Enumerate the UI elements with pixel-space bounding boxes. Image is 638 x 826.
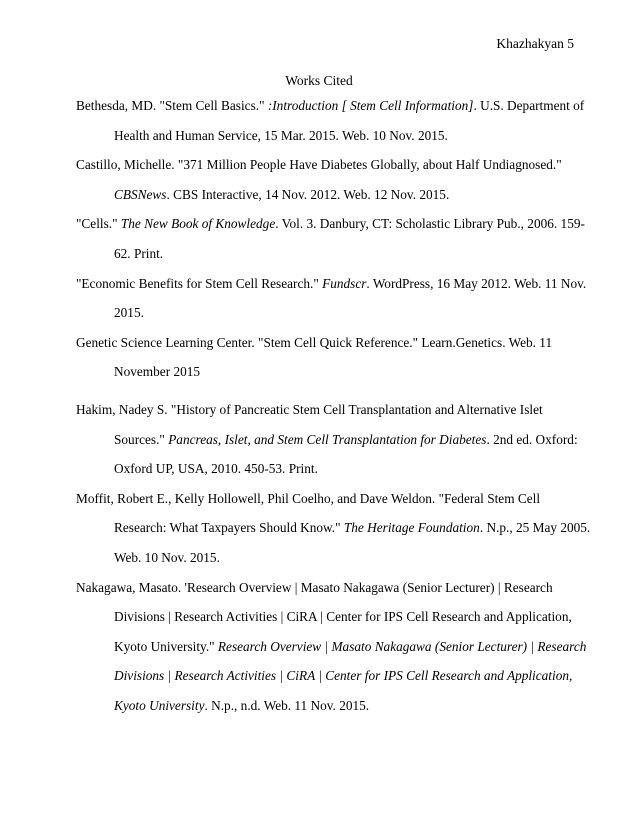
running-head: Khazhakyan 5	[496, 36, 574, 51]
citation-text: Kyoto University."	[114, 638, 218, 654]
citation-text: . Vol. 3. Danbury, CT: Scholastic Library Pub., 2006. 159-	[275, 216, 585, 232]
citation-italic-text: Pancreas, Islet, and Stem Cell Transplantation for Diabetes	[168, 431, 487, 447]
citation-text: Divisions | Research Activities | CiRA | Center for IPS Cell Research and Application,	[114, 609, 572, 625]
citation-text: Health and Human Service, 15 Mar. 2015. Web. 10 Nov. 2015.	[114, 127, 448, 143]
citation-text: Hakim, Nadey S. "History of Pancreatic Stem Cell Transplantation and Alternative Islet	[76, 401, 543, 417]
citation-text: Research: What Taxpayers Should Know."	[114, 520, 344, 536]
citation-continuation-line	[76, 691, 571, 721]
citation-text: . WordPress, 16 May 2012. Web. 11 Nov.	[366, 275, 587, 291]
citation-continuation-line	[76, 602, 571, 632]
page-title: Works Cited	[285, 73, 353, 88]
citation-entry	[76, 573, 587, 721]
citation-italic-text: The New Book of Knowledge	[120, 216, 276, 232]
citation-italic-text: :Introduction [ Stem Cell Information]	[267, 98, 474, 113]
citation-entry	[76, 209, 585, 268]
citation-continuation-line	[76, 543, 571, 573]
citation-entry	[76, 269, 587, 328]
citation-text: . U.S. Department of	[473, 98, 585, 113]
citation-first-line	[76, 484, 571, 514]
citation-first-line	[76, 573, 571, 603]
citation-continuation-line	[76, 180, 571, 210]
citation-text: November 2015	[114, 364, 201, 380]
citation-text: . CBS Interactive, 14 Nov. 2012. Web. 12 Nov. 2015.	[166, 186, 450, 202]
citation-first-line	[76, 150, 571, 180]
citation-italic-text: CBSNews	[114, 186, 167, 202]
citation-italic-text: Divisions | Research Activities | CiRA | Center for IPS Cell Research and Application,	[114, 668, 573, 684]
citation-first-line	[76, 209, 585, 239]
citation-continuation-line	[76, 661, 571, 691]
citation-text: . 2nd ed. Oxford:	[486, 431, 578, 447]
entry-spacer	[76, 387, 571, 395]
citation-text: Genetic Science Learning Center. "Stem Cell Quick Reference." Learn.Genetics. Web. 11	[76, 334, 553, 350]
citation-continuation-line	[76, 298, 571, 328]
citation-first-line	[76, 269, 587, 299]
citation-continuation-line	[76, 454, 571, 484]
citation-text: Oxford UP, USA, 2010. 450-53. Print.	[114, 461, 318, 477]
citation-text: "Economic Benefits for Stem Cell Research."	[76, 275, 323, 291]
citation-continuation-line	[76, 239, 571, 269]
citation-text: . N.p., 25 May 2005.	[479, 520, 591, 536]
citation-text: . N.p., n.d. Web. 11 Nov. 2015.	[204, 697, 370, 713]
citation-italic-text: Fundscr	[322, 275, 367, 291]
citation-italic-text: Research Overview | Masato Nakagawa (Senior Lecturer) | Research	[217, 638, 587, 654]
citation-text: Moffit, Robert E., Kelly Hollowell, Phil Coelho, and Dave Weldon. "Federal Stem Cell	[76, 490, 541, 506]
citation-text: Web. 10 Nov. 2015.	[114, 549, 220, 565]
citation-text: Sources."	[114, 431, 169, 447]
citation-entry	[76, 328, 571, 387]
citation-text: Nakagawa, Masato. 'Research Overview | Masato Nakagawa (Senior Lecturer) | Research	[76, 579, 553, 595]
citation-first-line	[76, 328, 571, 358]
citation-text: 62. Print.	[114, 245, 164, 261]
citation-continuation-line	[76, 632, 587, 662]
citation-continuation-line	[76, 121, 571, 151]
citation-italic-text: Kyoto University	[114, 697, 205, 713]
citation-first-line	[76, 395, 571, 425]
works-cited-list	[76, 91, 591, 720]
citation-entry	[76, 150, 571, 209]
citation-entry	[76, 395, 578, 484]
citation-continuation-line	[76, 425, 578, 455]
citation-text: Castillo, Michelle. "371 Million People Have Diabetes Globally, about Half Undiagnosed."	[76, 157, 562, 173]
citation-text: 2015.	[114, 305, 144, 321]
citation-entry	[76, 91, 585, 150]
citation-italic-text: The Heritage Foundation	[343, 520, 480, 536]
citation-continuation-line	[76, 513, 591, 543]
citation-text: "Cells."	[76, 216, 121, 232]
citation-text: Bethesda, MD. "Stem Cell Basics."	[76, 98, 268, 113]
citation-continuation-line	[76, 357, 571, 387]
citation-entry	[76, 484, 591, 573]
citation-first-line	[76, 91, 585, 121]
